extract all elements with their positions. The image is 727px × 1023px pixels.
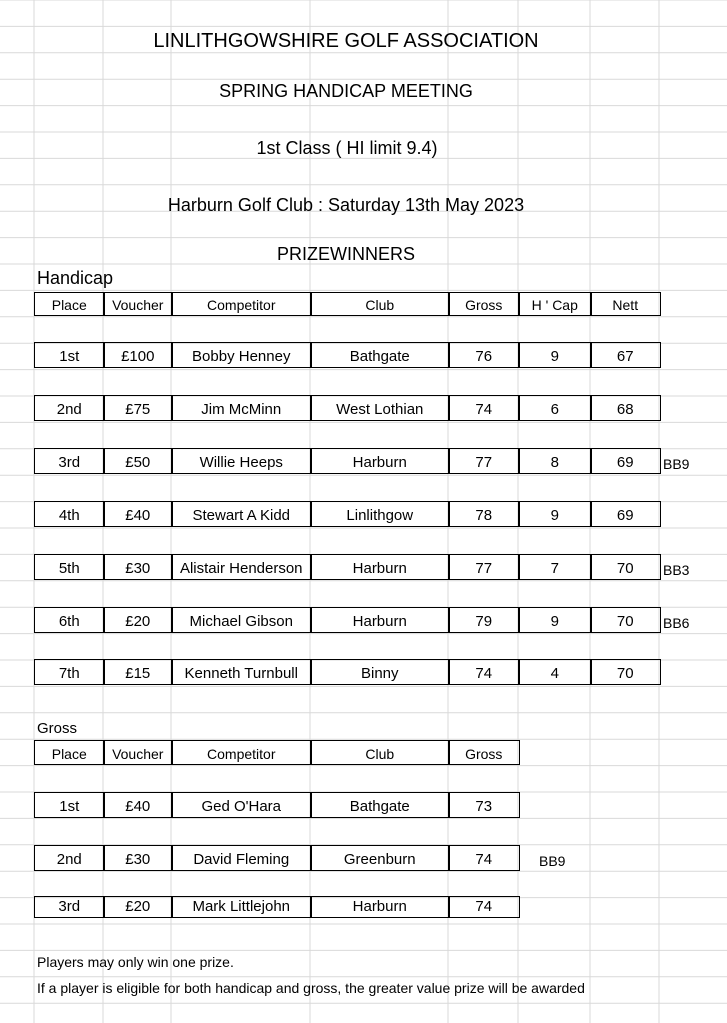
gross-row-2-club: Greenburn [310,845,450,871]
handicap-row-1-competitor: Bobby Henney [171,342,312,368]
handicap-row-4-nett: 69 [590,501,661,527]
gross-header-club: Club [310,740,450,765]
handicap-row-2-voucher: £75 [103,395,173,421]
gross-row-1-club: Bathgate [310,792,450,818]
handicap-row-3-place: 3rd [34,448,105,474]
handicap-row-1-nett: 67 [590,342,661,368]
handicap-row-1-voucher: £100 [103,342,173,368]
note-greater-value: If a player is eligible for both handicap and gross, the greater value prize will be awarded [37,980,585,996]
handicap-row-2-nett: 68 [590,395,661,421]
handicap-row-6-club: Harburn [310,607,450,633]
meeting-title: SPRING HANDICAP MEETING [219,81,473,101]
gross-header-gross: Gross [448,740,520,765]
gross-row-1-gross: 73 [448,792,520,818]
handicap-row-5-tiebreak-note: BB3 [663,562,690,578]
handicap-row-5-place: 5th [34,554,105,580]
class-title: 1st Class ( HI limit 9.4) [256,138,438,158]
handicap-row-5-voucher: £30 [103,554,173,580]
gross-row-1-competitor: Ged O'Hara [171,792,312,818]
handicap-header-club: Club [310,292,450,316]
handicap-row-2-hcap: 6 [518,395,592,421]
gross-row-3-place: 3rd [34,896,105,918]
handicap-row-7-nett: 70 [590,659,661,685]
gross-row-1-place: 1st [34,792,105,818]
gross-row-3-voucher: £20 [103,896,173,918]
gross-row-2-tiebreak-note: BB9 [539,853,566,869]
gross-row-2-voucher: £30 [103,845,173,871]
handicap-row-3-voucher: £50 [103,448,173,474]
handicap-row-4-club: Linlithgow [310,501,450,527]
handicap-row-5-nett: 70 [590,554,661,580]
prizewinners-heading: PRIZEWINNERS [276,244,416,264]
gross-header-competitor: Competitor [171,740,312,765]
handicap-row-2-place: 2nd [34,395,105,421]
association-title: LINLITHGOWSHIRE GOLF ASSOCIATION [153,30,539,52]
gross-section-label: Gross [37,720,78,737]
handicap-row-4-place: 4th [34,501,105,527]
handicap-row-3-nett: 69 [590,448,661,474]
handicap-row-5-club: Harburn [310,554,450,580]
note-one-prize: Players may only win one prize. [37,954,234,970]
gross-row-3-competitor: Mark Littlejohn [171,896,312,918]
handicap-row-2-club: West Lothian [310,395,450,421]
gross-row-3-club: Harburn [310,896,450,918]
handicap-row-6-gross: 79 [448,607,520,633]
handicap-row-3-gross: 77 [448,448,520,474]
gross-row-3-gross: 74 [448,896,520,918]
handicap-header-gross: Gross [448,292,520,316]
gross-header-place: Place [34,740,105,765]
handicap-row-7-competitor: Kenneth Turnbull [171,659,312,685]
handicap-header-voucher: Voucher [103,292,173,316]
handicap-row-3-competitor: Willie Heeps [171,448,312,474]
handicap-header-nett: Nett [590,292,661,316]
handicap-row-5-gross: 77 [448,554,520,580]
handicap-header-place: Place [34,292,105,316]
handicap-row-4-hcap: 9 [518,501,592,527]
gross-header-voucher: Voucher [103,740,173,765]
venue-date: Harburn Golf Club : Saturday 13th May 2023 [167,195,525,215]
handicap-row-1-club: Bathgate [310,342,450,368]
gross-row-2-place: 2nd [34,845,105,871]
handicap-row-6-voucher: £20 [103,607,173,633]
handicap-row-7-club: Binny [310,659,450,685]
handicap-row-6-place: 6th [34,607,105,633]
handicap-row-6-nett: 70 [590,607,661,633]
handicap-row-7-gross: 74 [448,659,520,685]
gross-row-2-gross: 74 [448,845,520,871]
handicap-row-4-voucher: £40 [103,501,173,527]
handicap-row-3-tiebreak-note: BB9 [663,456,690,472]
handicap-section-label: Handicap [37,268,114,288]
handicap-row-1-gross: 76 [448,342,520,368]
handicap-row-6-tiebreak-note: BB6 [663,615,690,631]
handicap-row-5-competitor: Alistair Henderson [171,554,312,580]
gross-row-1-voucher: £40 [103,792,173,818]
handicap-row-7-voucher: £15 [103,659,173,685]
handicap-row-6-hcap: 9 [518,607,592,633]
handicap-row-7-place: 7th [34,659,105,685]
handicap-row-6-competitor: Michael Gibson [171,607,312,633]
handicap-row-3-club: Harburn [310,448,450,474]
handicap-header-competitor: Competitor [171,292,312,316]
handicap-row-1-place: 1st [34,342,105,368]
handicap-row-4-competitor: Stewart A Kidd [171,501,312,527]
handicap-row-3-hcap: 8 [518,448,592,474]
handicap-row-7-hcap: 4 [518,659,592,685]
handicap-row-4-gross: 78 [448,501,520,527]
handicap-row-1-hcap: 9 [518,342,592,368]
handicap-row-2-gross: 74 [448,395,520,421]
handicap-header-hcap: H ' Cap [518,292,592,316]
handicap-row-5-hcap: 7 [518,554,592,580]
gross-row-2-competitor: David Fleming [171,845,312,871]
handicap-row-2-competitor: Jim McMinn [171,395,312,421]
